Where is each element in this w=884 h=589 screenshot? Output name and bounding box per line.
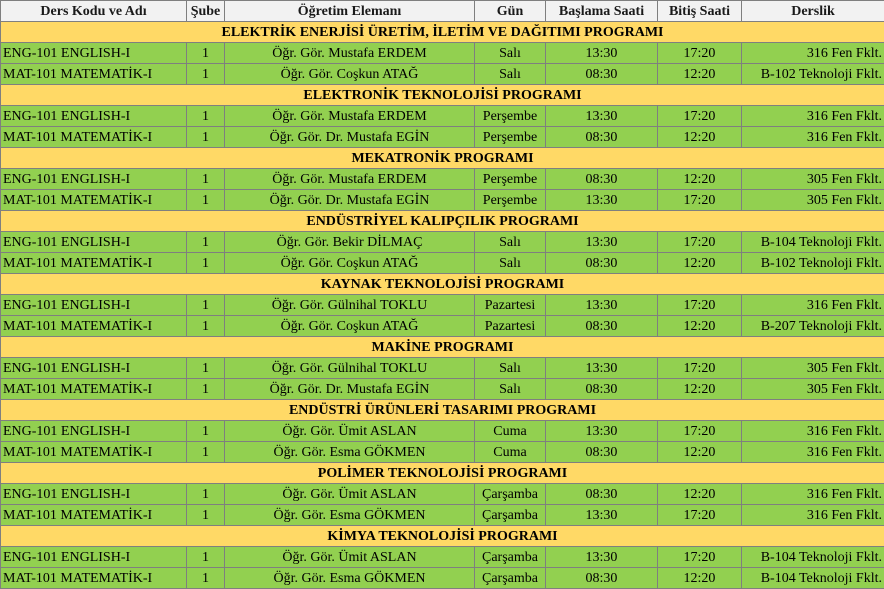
room-cell: 316 Fen Fklt. <box>742 127 884 148</box>
course-code-cell: MAT-101 MATEMATİK-I <box>1 442 187 463</box>
schedule-body <box>1 22 884 589</box>
course-code-cell: MAT-101 MATEMATİK-I <box>1 253 187 274</box>
section-cell: 1 <box>187 442 225 463</box>
end-time-cell: 12:20 <box>658 442 742 463</box>
room-cell: 316 Fen Fklt. <box>742 505 884 526</box>
instructor-cell: Öğr. Gör. Coşkun ATAĞ <box>225 253 475 274</box>
table-row <box>1 64 884 85</box>
day-cell: Perşembe <box>475 169 546 190</box>
course-code-cell: ENG-101 ENGLISH-I <box>1 232 187 253</box>
section-cell: 1 <box>187 295 225 316</box>
course-code-cell: MAT-101 MATEMATİK-I <box>1 568 187 589</box>
instructor-cell: Öğr. Gör. Dr. Mustafa EGİN <box>225 379 475 400</box>
start-time-cell: 13:30 <box>546 547 658 568</box>
instructor-cell: Öğr. Gör. Mustafa ERDEM <box>225 43 475 64</box>
section-cell: 1 <box>187 253 225 274</box>
table-row <box>1 484 884 505</box>
program-header-row <box>1 400 884 421</box>
room-cell: B-102 Teknoloji Fklt. <box>742 253 884 274</box>
table-row <box>1 505 884 526</box>
start-time-cell: 13:30 <box>546 295 658 316</box>
day-cell: Pazartesi <box>475 295 546 316</box>
program-header-row <box>1 22 884 43</box>
start-time-cell: 13:30 <box>546 358 658 379</box>
table-row <box>1 547 884 568</box>
course-code-cell: ENG-101 ENGLISH-I <box>1 547 187 568</box>
end-time-cell: 12:20 <box>658 484 742 505</box>
instructor-cell: Öğr. Gör. Mustafa ERDEM <box>225 169 475 190</box>
start-time-cell: 13:30 <box>546 505 658 526</box>
room-cell: 316 Fen Fklt. <box>742 421 884 442</box>
table-row <box>1 232 884 253</box>
end-time-cell: 12:20 <box>658 379 742 400</box>
start-time-cell: 08:30 <box>546 379 658 400</box>
start-time-cell: 13:30 <box>546 106 658 127</box>
start-time-cell: 13:30 <box>546 190 658 211</box>
instructor-cell: Öğr. Gör. Ümit ASLAN <box>225 547 475 568</box>
course-code-cell: ENG-101 ENGLISH-I <box>1 484 187 505</box>
table-row <box>1 316 884 337</box>
day-cell: Salı <box>475 232 546 253</box>
end-time-cell: 17:20 <box>658 295 742 316</box>
section-cell: 1 <box>187 169 225 190</box>
program-header-row <box>1 274 884 295</box>
day-cell: Cuma <box>475 421 546 442</box>
table-row <box>1 379 884 400</box>
end-time-cell: 12:20 <box>658 316 742 337</box>
day-cell: Cuma <box>475 442 546 463</box>
instructor-cell: Öğr. Gör. Gülnihal TOKLU <box>225 358 475 379</box>
course-code-cell: MAT-101 MATEMATİK-I <box>1 505 187 526</box>
section-cell: 1 <box>187 379 225 400</box>
end-time-cell: 12:20 <box>658 64 742 85</box>
room-cell: B-104 Teknoloji Fklt. <box>742 568 884 589</box>
table-row <box>1 169 884 190</box>
section-cell: 1 <box>187 421 225 442</box>
header-section: Şube <box>187 1 225 22</box>
section-cell: 1 <box>187 568 225 589</box>
program-header-row <box>1 337 884 358</box>
program-header-row <box>1 526 884 547</box>
day-cell: Perşembe <box>475 106 546 127</box>
end-time-cell: 17:20 <box>658 232 742 253</box>
end-time-cell: 17:20 <box>658 358 742 379</box>
instructor-cell: Öğr. Gör. Gülnihal TOKLU <box>225 295 475 316</box>
header-room: Derslik <box>742 1 884 22</box>
end-time-cell: 17:20 <box>658 106 742 127</box>
start-time-cell: 08:30 <box>546 169 658 190</box>
program-title: ELEKTRİK ENERJİSİ ÜRETİM, İLETİM VE DAĞITIMI PROGRAMI <box>1 22 884 43</box>
program-header-row <box>1 463 884 484</box>
room-cell: B-104 Teknoloji Fklt. <box>742 547 884 568</box>
header-code: Ders Kodu ve Adı <box>1 1 187 22</box>
room-cell: 316 Fen Fklt. <box>742 106 884 127</box>
day-cell: Perşembe <box>475 190 546 211</box>
section-cell: 1 <box>187 106 225 127</box>
instructor-cell: Öğr. Gör. Bekir DİLMAÇ <box>225 232 475 253</box>
course-code-cell: MAT-101 MATEMATİK-I <box>1 316 187 337</box>
section-cell: 1 <box>187 64 225 85</box>
end-time-cell: 12:20 <box>658 253 742 274</box>
course-code-cell: ENG-101 ENGLISH-I <box>1 421 187 442</box>
section-cell: 1 <box>187 43 225 64</box>
instructor-cell: Öğr. Gör. Esma GÖKMEN <box>225 505 475 526</box>
start-time-cell: 08:30 <box>546 64 658 85</box>
start-time-cell: 08:30 <box>546 568 658 589</box>
instructor-cell: Öğr. Gör. Ümit ASLAN <box>225 421 475 442</box>
day-cell: Salı <box>475 358 546 379</box>
table-row <box>1 295 884 316</box>
section-cell: 1 <box>187 316 225 337</box>
program-title: ENDÜSTRİ ÜRÜNLERİ TASARIMI PROGRAMI <box>1 400 884 421</box>
section-cell: 1 <box>187 190 225 211</box>
instructor-cell: Öğr. Gör. Esma GÖKMEN <box>225 442 475 463</box>
start-time-cell: 13:30 <box>546 43 658 64</box>
room-cell: B-104 Teknoloji Fklt. <box>742 232 884 253</box>
room-cell: B-207 Teknoloji Fklt. <box>742 316 884 337</box>
section-cell: 1 <box>187 484 225 505</box>
end-time-cell: 17:20 <box>658 43 742 64</box>
header-row <box>1 1 884 22</box>
table-row <box>1 106 884 127</box>
end-time-cell: 17:20 <box>658 547 742 568</box>
table-row <box>1 568 884 589</box>
header-day: Gün <box>475 1 546 22</box>
room-cell: 305 Fen Fklt. <box>742 169 884 190</box>
program-title: ENDÜSTRİYEL KALIPÇILIK PROGRAMI <box>1 211 884 232</box>
day-cell: Çarşamba <box>475 505 546 526</box>
program-title: MEKATRONİK PROGRAMI <box>1 148 884 169</box>
room-cell: 316 Fen Fklt. <box>742 442 884 463</box>
instructor-cell: Öğr. Gör. Dr. Mustafa EGİN <box>225 190 475 211</box>
day-cell: Çarşamba <box>475 547 546 568</box>
section-cell: 1 <box>187 232 225 253</box>
day-cell: Salı <box>475 43 546 64</box>
day-cell: Pazartesi <box>475 316 546 337</box>
start-time-cell: 13:30 <box>546 421 658 442</box>
course-code-cell: ENG-101 ENGLISH-I <box>1 358 187 379</box>
course-code-cell: ENG-101 ENGLISH-I <box>1 43 187 64</box>
course-code-cell: ENG-101 ENGLISH-I <box>1 169 187 190</box>
header-start: Başlama Saati <box>546 1 658 22</box>
instructor-cell: Öğr. Gör. Coşkun ATAĞ <box>225 64 475 85</box>
room-cell: B-102 Teknoloji Fklt. <box>742 64 884 85</box>
course-code-cell: MAT-101 MATEMATİK-I <box>1 190 187 211</box>
course-code-cell: MAT-101 MATEMATİK-I <box>1 379 187 400</box>
program-title: POLİMER TEKNOLOJİSİ PROGRAMI <box>1 463 884 484</box>
start-time-cell: 08:30 <box>546 484 658 505</box>
end-time-cell: 17:20 <box>658 505 742 526</box>
section-cell: 1 <box>187 547 225 568</box>
room-cell: 305 Fen Fklt. <box>742 190 884 211</box>
table-row <box>1 253 884 274</box>
end-time-cell: 17:20 <box>658 190 742 211</box>
end-time-cell: 12:20 <box>658 568 742 589</box>
start-time-cell: 13:30 <box>546 232 658 253</box>
day-cell: Salı <box>475 64 546 85</box>
table-row <box>1 190 884 211</box>
table-row <box>1 421 884 442</box>
table-row <box>1 127 884 148</box>
day-cell: Salı <box>475 253 546 274</box>
table-row <box>1 43 884 64</box>
room-cell: 316 Fen Fklt. <box>742 43 884 64</box>
instructor-cell: Öğr. Gör. Esma GÖKMEN <box>225 568 475 589</box>
end-time-cell: 12:20 <box>658 169 742 190</box>
day-cell: Çarşamba <box>475 484 546 505</box>
start-time-cell: 08:30 <box>546 127 658 148</box>
section-cell: 1 <box>187 358 225 379</box>
instructor-cell: Öğr. Gör. Dr. Mustafa EGİN <box>225 127 475 148</box>
instructor-cell: Öğr. Gör. Mustafa ERDEM <box>225 106 475 127</box>
program-title: ELEKTRONİK TEKNOLOJİSİ PROGRAMI <box>1 85 884 106</box>
table-row <box>1 442 884 463</box>
instructor-cell: Öğr. Gör. Ümit ASLAN <box>225 484 475 505</box>
program-title: KAYNAK TEKNOLOJİSİ PROGRAMI <box>1 274 884 295</box>
program-header-row <box>1 85 884 106</box>
room-cell: 316 Fen Fklt. <box>742 295 884 316</box>
program-title: KİMYA TEKNOLOJİSİ PROGRAMI <box>1 526 884 547</box>
day-cell: Salı <box>475 379 546 400</box>
course-code-cell: ENG-101 ENGLISH-I <box>1 106 187 127</box>
end-time-cell: 12:20 <box>658 127 742 148</box>
day-cell: Çarşamba <box>475 568 546 589</box>
start-time-cell: 08:30 <box>546 253 658 274</box>
room-cell: 316 Fen Fklt. <box>742 484 884 505</box>
room-cell: 305 Fen Fklt. <box>742 379 884 400</box>
start-time-cell: 08:30 <box>546 442 658 463</box>
end-time-cell: 17:20 <box>658 421 742 442</box>
table-row <box>1 358 884 379</box>
header-instructor: Öğretim Elemanı <box>225 1 475 22</box>
instructor-cell: Öğr. Gör. Coşkun ATAĞ <box>225 316 475 337</box>
course-code-cell: MAT-101 MATEMATİK-I <box>1 64 187 85</box>
section-cell: 1 <box>187 505 225 526</box>
start-time-cell: 08:30 <box>546 316 658 337</box>
program-title: MAKİNE PROGRAMI <box>1 337 884 358</box>
header-end: Bitiş Saati <box>658 1 742 22</box>
room-cell: 305 Fen Fklt. <box>742 358 884 379</box>
day-cell: Perşembe <box>475 127 546 148</box>
program-header-row <box>1 148 884 169</box>
course-code-cell: MAT-101 MATEMATİK-I <box>1 127 187 148</box>
section-cell: 1 <box>187 127 225 148</box>
course-code-cell: ENG-101 ENGLISH-I <box>1 295 187 316</box>
program-header-row <box>1 211 884 232</box>
